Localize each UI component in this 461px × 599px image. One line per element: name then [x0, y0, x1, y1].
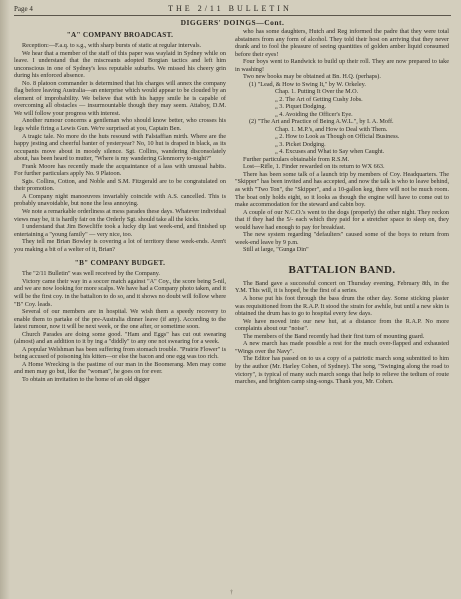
right-column — [235, 28, 449, 386]
article-paragraph: The Band gave a successful concert on Thursday evening, February 8th, in the Y.M. This will, it is hoped, be the first of a series. — [235, 279, 449, 295]
article-paragraph: The new system regarding "defaulters" caused some of the boys to return from week-end leave by 9 p.m. — [235, 231, 449, 246]
article-paragraph: We have moved into our new hut, at a distance from the R.A.P. No more complaints about our "noise". — [235, 317, 449, 333]
page-fold-shadow — [0, 0, 10, 599]
article-paragraph: Church Parades are doing some good. "Ham and Eggs" has cut out swearing (almost) and an addition to it by ing a "diddly" to any one not swearing for a week. — [14, 330, 226, 346]
chapter-line: „ 4. Excuses and What to Say when Caught. — [275, 148, 385, 156]
chapter-line: Chap. 1. Putting It Over the M.O. — [275, 88, 359, 96]
article-paragraph: A tragic tale. No more do the huts resound with Falstaffian mirth. Where are the happy jesting and cheerful banter of yesteryear? No, 10 hut is draped in black, as its occupants move about in moody silence. Sgt. Collins, wandering disconsolately about, has been heard to mutter, "Where is my wandering Glenmorry to-night?" — [14, 132, 226, 163]
article-paragraph: A popular Welshman has been suffering from stomach trouble. "Prairie Flower" is being accused of poisoning his kitten—or else the bacon and one egg was too rich. — [14, 345, 226, 361]
article-paragraph: Another rumour concerns a gentleman who should know better, who crosses his legs while firing a Lewis Gun. We're surprised at you, Captain Ben. — [14, 117, 226, 133]
book-2-title: (2) "The Art and Practice of Being A.W.L.", by I. A. Moff. — [249, 118, 394, 126]
article-paragraph: The members of the Band recently had their first turn of mounting guard. — [243, 332, 425, 340]
article-paragraph: They tell me Brian Bowley is covering a lot of territory these week-ends. Aren't you making a bit of a welter of it, Brian? — [14, 238, 226, 253]
article-paragraph: Reception:—F.a.q. to s.g., with sharp bursts of static at regular intervals. — [22, 42, 202, 49]
article-paragraph: No. 8 platoon commander is determined that his charges will annex the company flag before leaving Australia—an enterprise which would appear to be clouded by an element of improbability. We believe that with his happy smile he is capable of overcoming all obstacles — insurmountable though they may seem. Attaboy, D.M. We will follow your progress with interest. — [14, 79, 226, 117]
book-2-footer: Further particulars obtainable from R.S.M. — [243, 155, 350, 163]
article-paragraph: We note a remarkable orderliness at mess parades these days. Whatever individual views may be, it is hardly fair on the Orderly Sgt. should take all the kicks. — [14, 208, 226, 223]
book-1-title: (1) "Lead, & How to Swing It," by W. Orkeley. — [249, 80, 366, 88]
article-paragraph: Frank Moore has recently made the acquaintance of a lass with unusual habits. For further particulars apply No. 9 Platoon. — [14, 162, 226, 178]
article-paragraph: To obtain an invitation to the home of an old digger — [22, 375, 150, 383]
chapter-line: „ 4. Avoiding the Officer's Eye. — [275, 110, 353, 118]
a-company-title: "A" COMPANY BROADCAST. — [66, 31, 174, 39]
diggers-continued-article-2 — [235, 163, 449, 254]
article-paragraph: A Home Wrecking is the pastime of our man in the Boomerang. Men may come and men may go but, like the "woman", he goes on for ever. — [14, 360, 226, 376]
book-2-chapters — [235, 126, 449, 156]
band-article — [235, 280, 449, 386]
diggers-continued-article — [235, 28, 449, 81]
article-paragraph: A horse put his foot through the bass drum the other day. Some sticking plaster was requisitioned from the R.A.P. It stood the strain for awhile, but until a new skin is obtained the drum has to go to hospital every few days. — [235, 295, 449, 318]
chapter-line: „ 3. Picket Dodging. — [275, 140, 326, 148]
chapter-line: Chap. 1. M.P.'s, and How to Deal with Them. — [275, 125, 388, 133]
continued-heading: DIGGERS' DOINGS—Cont. — [180, 18, 285, 27]
article-paragraph: Sgts. Collins, Cotton, and Noble and S.M. Fitzgerald are to be congratulated on their promotion. — [14, 177, 226, 193]
article-paragraph: The "2/11 Bulletin" was well received by the Company. — [22, 270, 160, 278]
article-paragraph: We hear that a member of the staff of this paper was waylaid in Sydney while on leave. I understand that the miscreants adopted Borgian tactics and left him unconscious in one of Sydney's less reputable suburbs. We missed his cheery grin during his enforced absence. — [14, 49, 226, 80]
article-paragraph: Lost—Rifle, 1. Finder rewarded on its return to WX 663. — [243, 163, 385, 171]
article-paragraph: Victory came their way in a soccer match against "A" Coy., the score being 5-nil, and we are now looking for more scalps. We have had a Company photo taken, and it will be the first coy. in the battalion to do so, and it shows no doubt will follow where "B" Coy. leads. — [14, 277, 227, 308]
article-paragraph: A couple of our N.C.O.'s went to the dogs (properly) the other night. They reckon that if they had the 5/- each which they paid for a stretcher space to sleep on, they would have had enough to pay for breakfast. — [235, 208, 449, 231]
b-company-title: "B" COMPANY BUDGET. — [74, 259, 166, 268]
page-number: Page 4 — [14, 5, 33, 13]
article-paragraph: Still at large, "Gunga Din" — [243, 246, 309, 254]
article-paragraph: Four boys went to Randwick to build up their roll. They are now prepared to take in washing! — [235, 58, 449, 73]
article-paragraph: I understand that Jim Bowcliffe took a lucky dip last week-end, and finished up entertaining a "young family" — very nice, too. — [14, 223, 226, 238]
article-paragraph: A new march has made possible a rest for the much over-flapped and exhausted "Wings over the Navy". — [235, 340, 449, 355]
chapter-line: „ 2. How to Look as Though on Official Business. — [275, 133, 400, 141]
two-column-body — [14, 28, 451, 386]
article-paragraph: There has been some talk of a launch trip by members of Coy. Headquarters. The "Skipper" has been invited and has accepted, and now the talk is who to leave behind, as with "Two Ton", the "Skipper", and a 10-gallon keg, there will not be much room. The boat only holds eight, so it looks as though the engine will have to come out to make accommodation for the steward and cabin boy. — [235, 170, 449, 209]
article-paragraph: A Company night manoeuvres invariably coincide with A.S. cancelled. This is probably unavoidable, but none the less annoying. — [14, 192, 226, 208]
band-title: BATTALION BAND. — [288, 263, 396, 276]
publication-title: THE 2/11 BULLETIN — [168, 4, 292, 13]
chapter-line: „ 3. Piquet Dodging. — [275, 103, 327, 111]
footer-mark: † — [230, 590, 233, 596]
left-column — [14, 28, 226, 386]
masthead — [14, 4, 451, 16]
article-paragraph: who has some daughters, Hutch and Reg informed the padre that they were total abstainers from any form of alcohol. They told their host on arriving that they never drank and to fool the pleasure of seeing quantities of golden amber liquid consumed before their eyes! — [235, 28, 449, 58]
article-paragraph: Two new books may be obtained at Bn. H.Q. (perhaps). — [243, 73, 381, 81]
article-paragraph: The Editor has passed on to us a copy of a patriotic march song submitted to him by the author (Mr. Harley Cohen, of Sydney). The song, "Swinging along the road to victory", is typical of many such march songs that help to relieve the tedium of route marches, and brighten camp sing-songs. Thank you, Mr. Cohen. — [235, 355, 449, 386]
a-company-article — [14, 42, 226, 253]
article-paragraph: Several of our members are in hospital. We wish them a speedy recovery to enable them to partake of the pre-Australia dinner leave (if any). According to the latest rumour, now it will be next week, or the one after, or sometime soon. — [14, 308, 226, 331]
b-company-article — [14, 270, 226, 383]
chapter-line: „ 2. The Art of Getting Cushy Jobs. — [275, 95, 363, 103]
book-1-chapters — [235, 88, 449, 118]
